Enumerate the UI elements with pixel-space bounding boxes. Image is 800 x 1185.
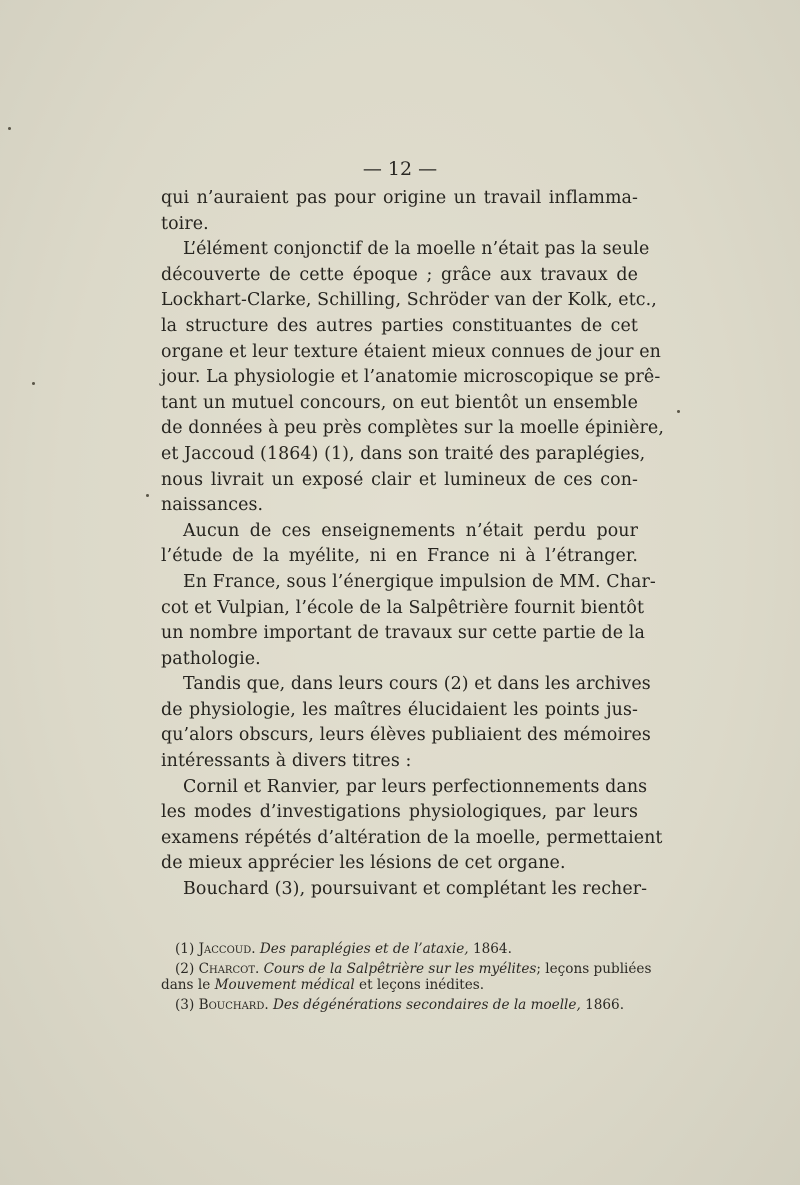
page-number: — 12 — [362, 158, 438, 180]
text-line: et Jaccoud (1864) (1), dans son traité des paraplégies, [161, 443, 646, 464]
text-line: qu’alors obscurs, leurs élèves publiaient des mémoires [161, 725, 651, 746]
text-line: L’élément conjonctif de la moelle n’était pas la seule [183, 239, 650, 260]
text-line: de physiologie, les maîtres élucidaient les points jus- [161, 699, 638, 720]
text-line: Tandis que, dans leurs cours (2) et dans les archives [183, 674, 651, 695]
text-line: l’étude de la myélite, ni en France ni à l’étranger. [161, 546, 638, 567]
text-line: organe et leur texture étaient mieux connues de jour en [161, 341, 661, 362]
footnote-rest: 1866. [585, 996, 625, 1013]
text-line: Aucun de ces enseignements n’était perdu pour [183, 520, 638, 541]
text-line: tant un mutuel concours, on eut bientôt un ensemble [161, 392, 638, 413]
text-line: Cornil et Ranvier, par leurs perfectionnements dans [183, 776, 648, 797]
footnote-title: Mouvement médical [214, 977, 355, 993]
footnote-rest: ; leçons publiées [536, 960, 652, 977]
footnote-2 [161, 960, 652, 978]
footnote-number: (2) [175, 960, 195, 977]
footnote-rest: 1864. [472, 941, 512, 957]
text-line: toire. [161, 213, 209, 234]
footnote-3 [161, 997, 638, 1014]
footnotes [161, 941, 652, 1013]
text-line: de données à peu près complètes sur la moelle épinière, [161, 418, 664, 439]
footnote-1 [161, 941, 638, 958]
text-line: intéressants à divers titres : [161, 751, 412, 772]
text-line: découverte de cette époque ; grâce aux travaux de [161, 264, 638, 285]
text-line: de mieux apprécier les lésions de cet organe. [161, 853, 566, 874]
text-line: jour. La physiologie et l’anatomie microscopique se prê- [161, 367, 661, 388]
footnote-number: (1) [175, 941, 195, 957]
text-line: pathologie. [161, 648, 261, 669]
text-line: Bouchard (3), poursuivant et complétant les recher- [183, 879, 648, 900]
text-line: nous livrait un exposé clair et lumineux de ces con- [161, 469, 638, 490]
text-line: la structure des autres parties constituantes de cet [161, 315, 638, 336]
text-line: un nombre important de travaux sur cette partie de la [161, 623, 645, 644]
footnote-text: et leçons inédites. [359, 977, 485, 993]
footnote-title: Des paraplégies et de l’ataxie, [259, 941, 469, 957]
footnote-title: Cours de la Salpêtrière sur les myélites [263, 960, 537, 977]
footnote-2-continued [161, 977, 638, 994]
text-line: naissances. [161, 495, 264, 516]
paper-speck [677, 410, 680, 413]
text-line: qui n’auraient pas pour origine un travail inflamma- [161, 188, 638, 208]
paper-speck [32, 382, 35, 385]
paper-speck [146, 494, 149, 497]
footnote-author: Bouchard. [198, 996, 269, 1013]
footnote-number: (3) [175, 996, 195, 1013]
footnote-title: Des dégénérations secondaires de la moelle, [273, 996, 581, 1013]
footnote-text: dans le [161, 977, 211, 993]
paper-speck [8, 127, 11, 130]
body-text [161, 186, 664, 903]
text-line: En France, sous l’énergique impulsion de MM. Char- [183, 571, 656, 592]
text-line: examens répétés d’altération de la moelle, permettaient [161, 827, 663, 848]
footnote-author: Charcot. [198, 960, 260, 977]
text-line: Lockhart-Clarke, Schilling, Schröder van der Kolk, etc., [161, 290, 657, 311]
text-line: cot et Vulpian, l’école de la Salpêtrière fournit bientôt [161, 597, 645, 618]
footnote-author: Jaccoud. [198, 941, 256, 957]
text-line: les modes d’investigations physiologiques, par leurs [161, 802, 638, 823]
